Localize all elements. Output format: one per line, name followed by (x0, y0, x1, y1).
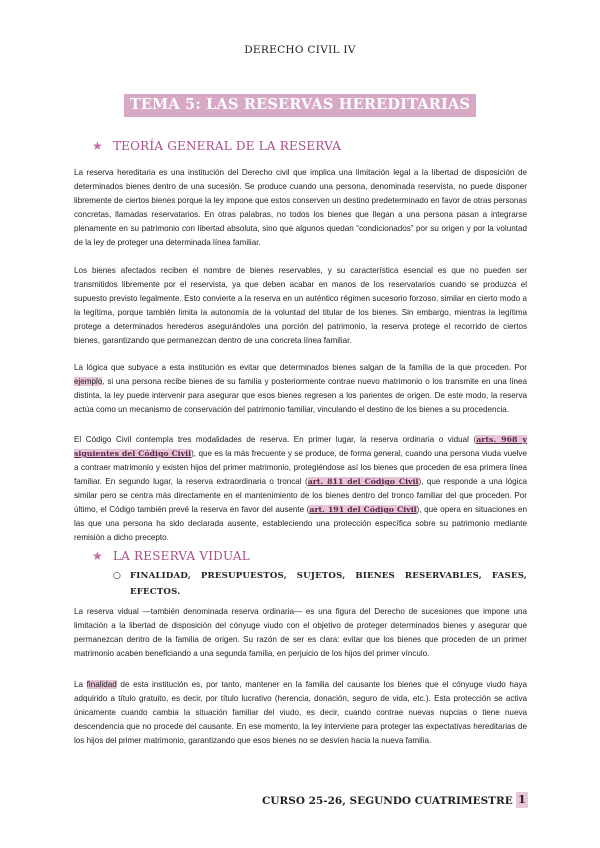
highlight-ejemplo: ejemplo (74, 377, 103, 386)
paragraph-6-text-a: La (74, 680, 87, 689)
circle-bullet-icon: ○ (113, 571, 122, 581)
paragraph-6-text-b: de esta institución es, por tanto, mantener en la familia del causante los bienes que el cónyuge viudo haya adquirido a título gratuito, es decir, por título lucrativo (herencia, donación, seguro de vida, etc.). Esta protección se activa únicamente cuando cambia la situación familiar del viudo, es decir, cuando contrae nuevas nupcias o tiene nueva descendencia que no procede del causante. En ese momento, la ley interviene para proteger las expectativas hereditarias de los hijos del primer matrimonio, garantizando que esos bienes no se desvíen hacia la nueva familia. (74, 680, 527, 745)
paragraph-4-text-d: ), que opera en situaciones en las que una persona ha sido declarada ausente, estableciendo una protección específica sobre su patrimonio mediante remisión a dicho precepto. (74, 505, 528, 542)
link-art-811[interactable]: art. 811 del Código Civil (307, 477, 419, 486)
highlight-finalidad: finalidad (86, 680, 117, 689)
footer-course: CURSO 25-26, SEGUNDO CUATRIMESTRE (262, 795, 513, 807)
link-art-191[interactable]: art. 191 del Código Civil (309, 505, 417, 514)
page-number: 1 (516, 792, 528, 808)
paragraph-3-text-a: La lógica que subyace a esta institución es evitar que determinados bienes salgan de la familia de la que proceden. Por (74, 363, 527, 372)
link-arts-968[interactable]: arts. 968 y siguientes del Código Civil (74, 435, 527, 458)
paragraph-3 (74, 361, 527, 417)
paragraph-3-text-b: , si una persona recibe bienes de su familia y posteriormente contrae nuevo matrimonio o los transmite en una línea distinta, la ley puede intervenir para asegurar que esos bienes regresen a los parientes de origen. De este modo, la reserva actúa como un mecanismo de conservación del patrimonio familiar, vinculando el destino de los bienes a su procedencia. (74, 377, 527, 414)
subheading-label: FINALIDAD, PRESUPUESTOS, SUJETOS, BIENES RESERVABLES, FASES, EFECTOS. (130, 571, 527, 597)
star-icon: ★ (92, 549, 103, 563)
section-heading-vidual (92, 549, 250, 563)
subheading-finalidad (113, 568, 527, 600)
tema-title: TEMA 5: LAS RESERVAS HEREDITARIAS (124, 94, 476, 117)
document-header: DERECHO CIVIL IV (244, 44, 356, 56)
paragraph-6 (74, 678, 527, 748)
paragraph-4-text-c: ), que responde a una lógica similar pero se centra más directamente en el mantenimiento de los bienes dentro del tronco familiar del que proceden. Por último, el Código también prevé la reserva en favor del ausente ( (74, 477, 527, 514)
paragraph-4-text-a: El Código Civil contempla tres modalidades de reserva. En primer lugar, la reserva ordinaria o vidual ( (74, 435, 477, 444)
paragraph-1: La reserva hereditaria es una institución del Derecho civil que implica una limitación legal a la libertad de disposición de determinados bienes dentro de una sucesión. Se produce cuando una persona, denominada reservista, no puede disponer libremente de ciertos bienes porque la ley impone que estos conserven un destino predeterminado en favor de otras personas concretas, llamadas reservatarios. En otras palabras, no todos los bienes que llegan a una persona pasan a integrarse plenamente en su patrimonio con libertad absoluta, sino que algunos quedan “condicionados” por su origen y por la voluntad de la ley de proteger una determinada línea familiar. (74, 168, 527, 247)
paragraph-5: La reserva vidual —también denominada reserva ordinaria— es una figura del Derecho de sucesiones que impone una limitación a la libertad de disposición del cónyuge viudo con el objetivo de proteger determinados bienes y asegurar que permanezcan dentro de la familia de origen. Su razón de ser es clara: evitar que los bienes que proceden de un primer matrimonio acaben beneficiando a una segunda familia, en perjuicio de los hijos del primer vínculo. (74, 607, 527, 658)
paragraph-4-text-b: ), que es la más frecuente y se produce, de forma general, cuando una persona viuda vuelve a contraer matrimonio y existen hijos del primer matrimonio, protegiéndose así los bienes que proceden de esa primera línea familiar. En segundo lugar, la reserva extraordinaria o troncal ( (74, 449, 527, 486)
tema-title-wrap (0, 94, 600, 117)
paragraph-4 (74, 433, 527, 545)
section-heading-label: LA RESERVA VIDUAL (112, 549, 250, 563)
section-heading-teoria (92, 139, 341, 153)
section-heading-label: TEORÍA GENERAL DE LA RESERVA (112, 139, 342, 153)
paragraph-2: Los bienes afectados reciben el nombre de bienes reservables, y su característica esencial es que no pueden ser transmitidos libremente por el reservista, ya que deben acabar en manos de los reservatarios cuando se produzca el supuesto previsto legalmente. Esto convierte a la reserva en un auténtico régimen sucesorio forzoso, similar en cierto modo a la legítima, porque también limita la autonomía de la voluntad del titular de los bienes. Sin embargo, mientras la legítima protege a determinados herederos asegurándoles una porción del patrimonio, la reserva protege el recorrido de ciertos bienes, garantizando que permanezcan dentro de una concreta línea familiar. (74, 266, 527, 345)
star-icon: ★ (92, 139, 103, 153)
